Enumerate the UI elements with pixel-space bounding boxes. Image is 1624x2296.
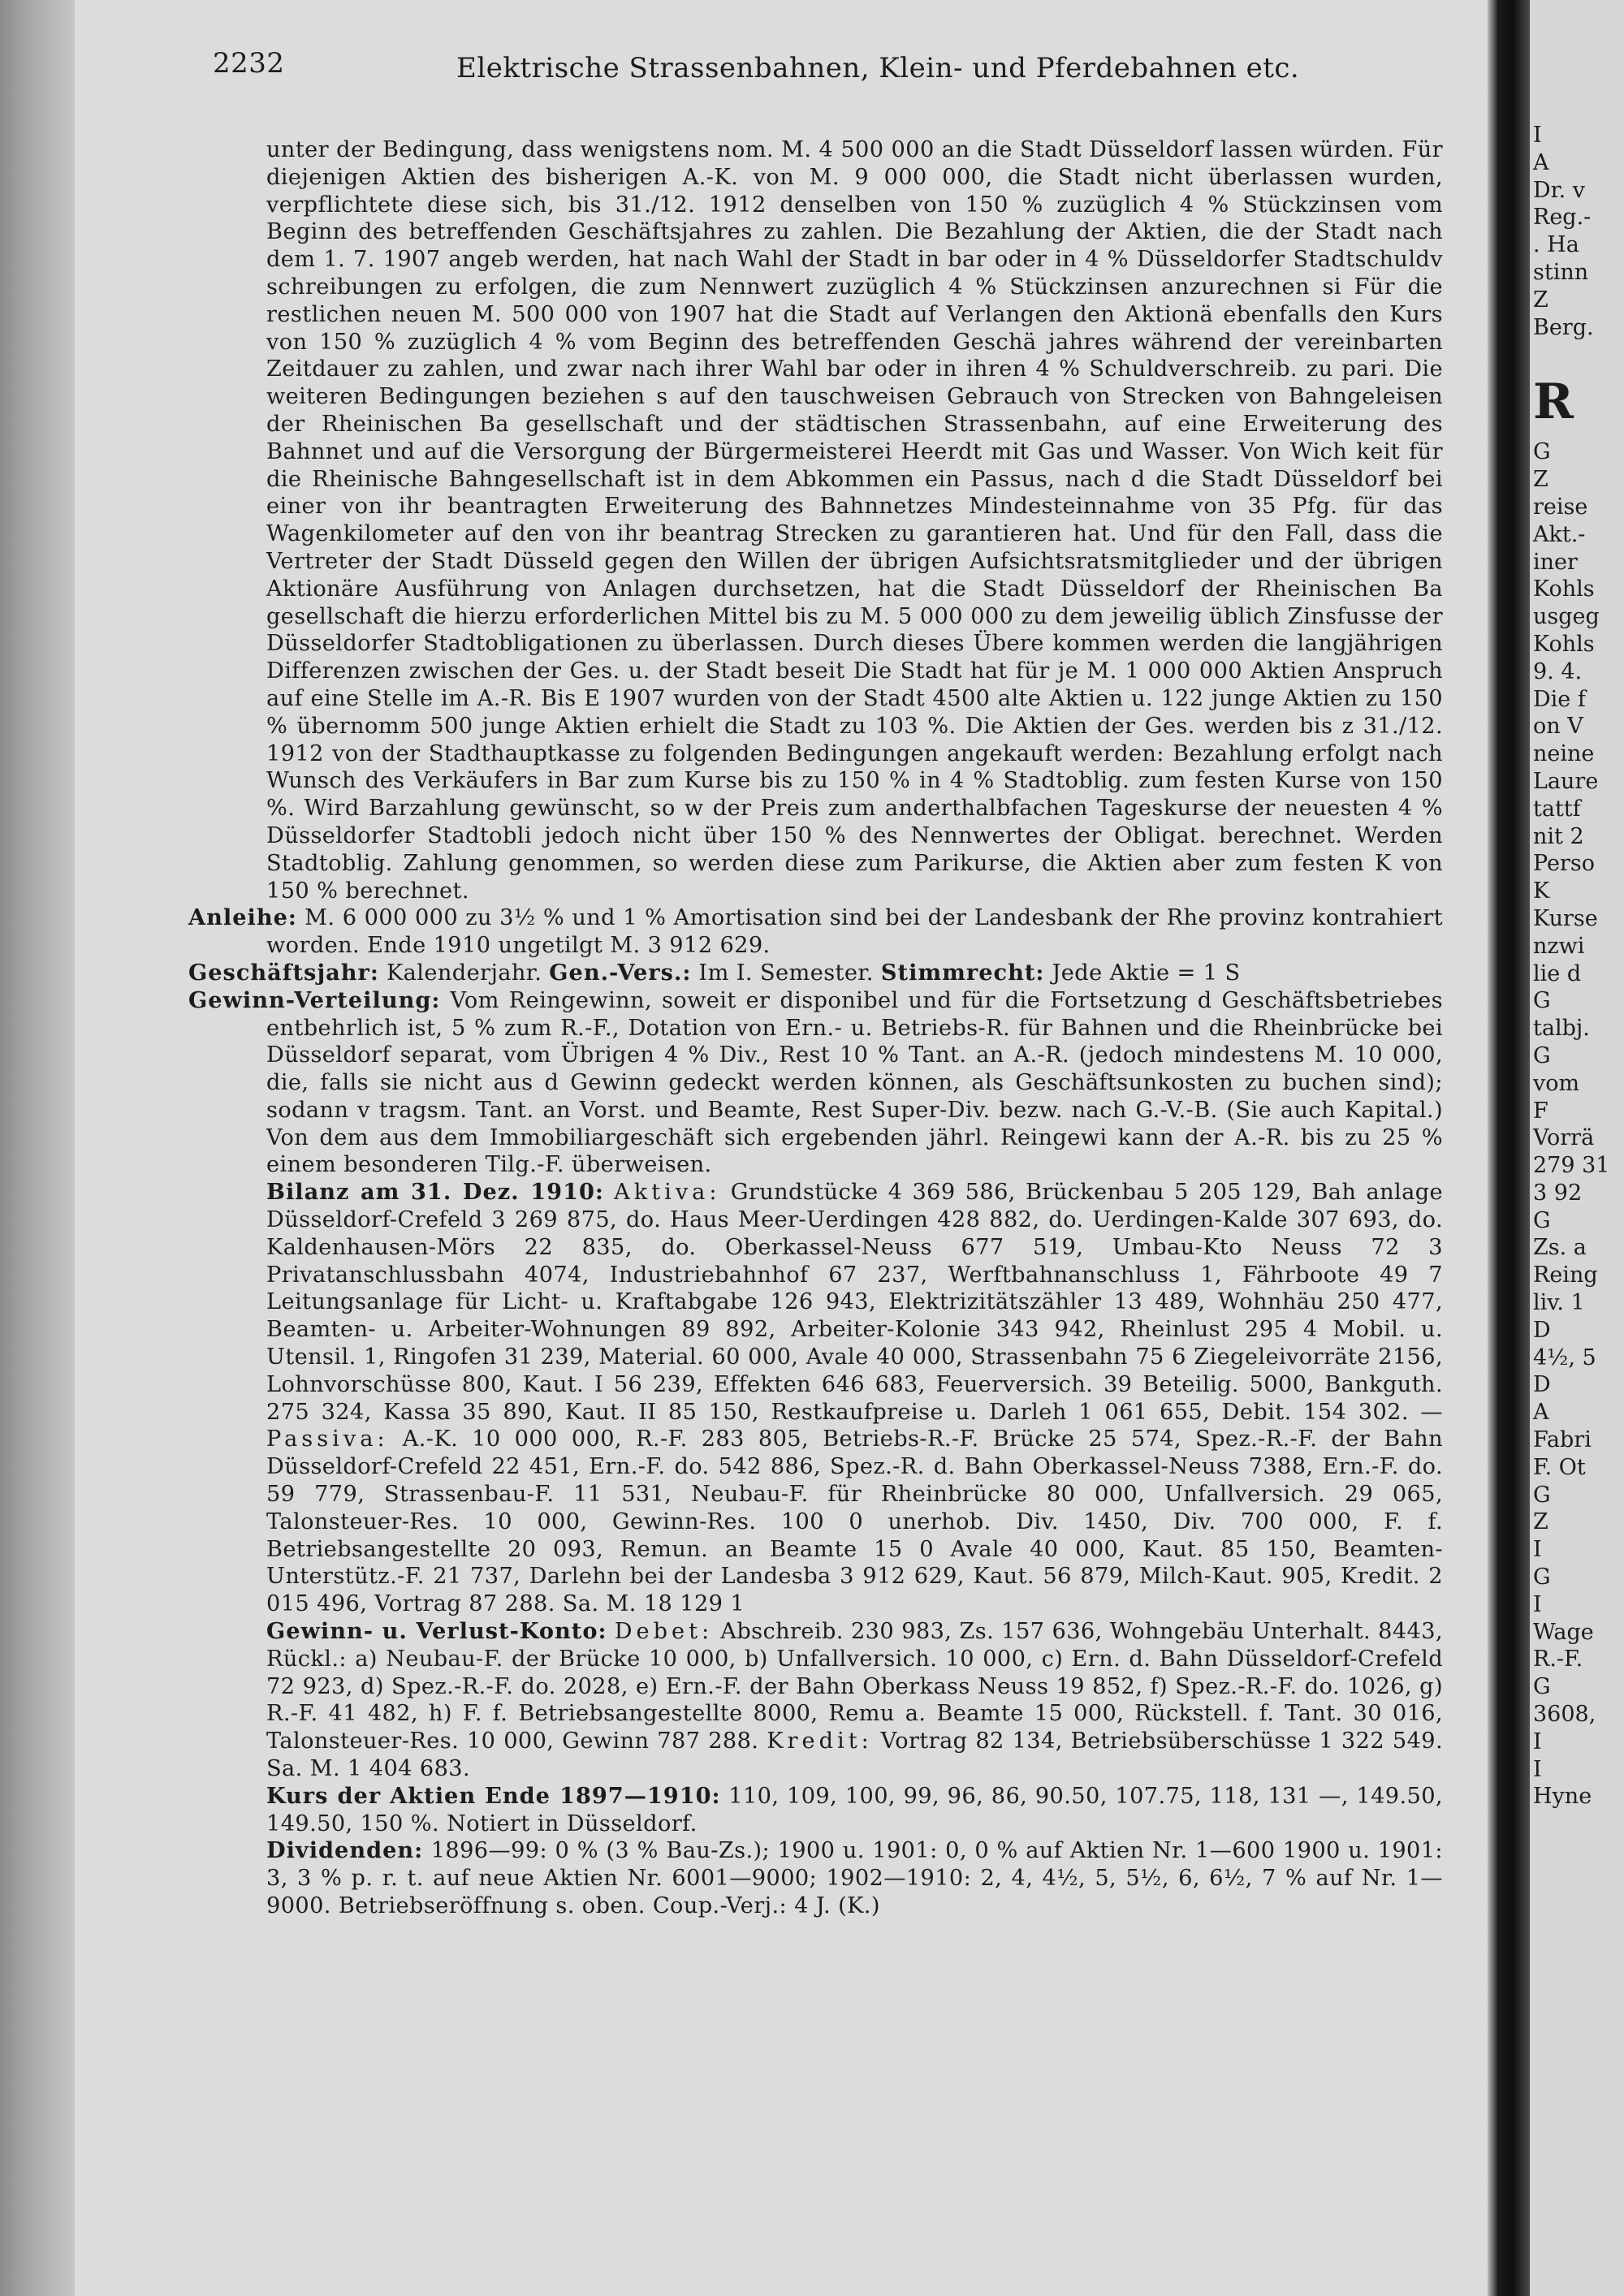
right-page-fragment: talbj. bbox=[1533, 1016, 1590, 1042]
right-page-fragment: Wage bbox=[1533, 1619, 1594, 1645]
right-page-fragment: Perso bbox=[1533, 851, 1595, 877]
right-page-fragment: nit 2 bbox=[1533, 823, 1584, 849]
right-page-fragment: D bbox=[1533, 1372, 1551, 1398]
right-page-fragment: G bbox=[1533, 1207, 1551, 1233]
paragraph-label-2: Gen.-Vers.: bbox=[549, 959, 692, 986]
right-page-fragment: vom bbox=[1533, 1070, 1580, 1096]
right-page-fragment: I bbox=[1533, 1537, 1542, 1563]
right-page-fragment: Laure bbox=[1533, 768, 1599, 794]
right-page-fragment: F. Ot bbox=[1533, 1454, 1586, 1480]
paragraph-label: Gewinn- u. Verlust-Konto: bbox=[266, 1618, 607, 1645]
paragraph-text-2: Im I. Semester. bbox=[691, 960, 881, 986]
right-page-fragment: usgeg bbox=[1533, 604, 1600, 630]
right-page-fragment: stinn bbox=[1533, 259, 1589, 285]
right-page-fragment: Kohls bbox=[1533, 576, 1595, 602]
right-page-fragment: neine bbox=[1533, 741, 1595, 767]
paragraph-text-2: Vortrag 82 134, Betriebsüberschüsse 1 322 549. Sa. M. 1 404 683. bbox=[266, 1728, 1444, 1782]
paragraph-dividenden bbox=[188, 1837, 1443, 1919]
right-page-fragment: I bbox=[1533, 1756, 1542, 1782]
page-header bbox=[213, 47, 1431, 96]
right-page-fragment: F bbox=[1533, 1098, 1548, 1124]
right-page-fragment: Berg. bbox=[1533, 314, 1594, 340]
right-page-fragment: G bbox=[1533, 1674, 1551, 1700]
right-page-fragment: G bbox=[1533, 1564, 1551, 1590]
paragraph-label: Geschäftsjahr: bbox=[188, 959, 379, 986]
right-page-fragment: Z bbox=[1533, 287, 1548, 313]
right-page-fragment: Kohls bbox=[1533, 631, 1595, 657]
right-page-fragment: 279 31 bbox=[1533, 1153, 1610, 1179]
right-page-fragment: . Ha bbox=[1533, 232, 1579, 258]
paragraph-kurs bbox=[188, 1783, 1443, 1838]
paragraph-label: Anleihe: bbox=[188, 904, 297, 931]
right-page-fragment: G bbox=[1533, 1042, 1551, 1068]
paragraph-text: M. 6 000 000 zu 3½ % und 1 % Amortisation sind bei der Landesbank der Rhe provinz kontrahiert worden. Ende 1910 ungetilgt M. 3 912 629. bbox=[266, 905, 1443, 959]
right-page-fragment: Hyne bbox=[1533, 1784, 1592, 1810]
right-page-fragment: 3 92 bbox=[1533, 1180, 1583, 1206]
right-page-fragment: G bbox=[1533, 988, 1551, 1014]
paragraph-geschaeftsjahr bbox=[188, 960, 1443, 987]
paragraph-intro bbox=[188, 136, 1443, 904]
paragraph-label-3: Stimmrecht: bbox=[880, 959, 1045, 986]
right-page-fragment: Zs. a bbox=[1533, 1235, 1587, 1261]
right-page-fragment: Akt.- bbox=[1533, 521, 1586, 547]
right-page-fragment: reise bbox=[1533, 494, 1588, 520]
right-page-fragment: 3608, bbox=[1533, 1702, 1596, 1728]
right-page-fragment: Vorrä bbox=[1533, 1125, 1595, 1151]
running-title: Elektrische Strassenbahnen, Klein- und Pferdebahnen etc. bbox=[456, 52, 1300, 84]
right-page-fragment: A bbox=[1533, 149, 1549, 175]
paragraph-gewinn-verteilung bbox=[188, 987, 1443, 1180]
right-page-fragment: lie d bbox=[1533, 960, 1582, 986]
paragraph-bilanz bbox=[188, 1179, 1443, 1618]
page-number: 2232 bbox=[213, 47, 285, 80]
right-page-fragment: K bbox=[1533, 878, 1550, 904]
right-page-fragment: G bbox=[1533, 439, 1551, 465]
paragraph-text: 1896—99: 0 % (3 % Bau-Zs.); 1900 u. 1901: 0, 0 % auf Aktien Nr. 1—600 1900 u. 1901: 3, 3 % p. r. t. auf neue Aktien Nr. 6001—9000; 1902—1910: 2, 4, 4½, 5, 5½, 6, 6½, 7 % auf Nr. 1—9000. Betriebseröffnung s. oben. Coup.-Verj.: 4 J. (K.) bbox=[266, 1838, 1443, 1918]
paragraph-text: Kalenderjahr. bbox=[378, 960, 550, 986]
right-page-fragment: Die f bbox=[1533, 686, 1586, 712]
paragraph-text: Vom Reingewinn, soweit er disponibel und für die Fortsetzung d Geschäftsbetriebes entbehrlich ist, 5 % zum R.-F., Dotation von Ern.- u. Betriebs-R. für Bahnen und die Rheinbrücke bei Düsseldorf separat, vom Übrigen 4 % Div., Rest 10 % Tant. an A.-R. (jedoch mindestens M. 10 000, die, falls sie nicht aus d Gewinn gedeckt werden können, als Geschäftsunkosten zu buchen sind); sodann v tragsm. Tant. an Vorst. und Beamte, Rest Super-Div. bezw. nach G.-V.-B. (Sie auch Kapital.) Von dem aus dem Immobiliargeschäft sich ergebenden jährl. Reingewi kann der A.-R. bis zu 25 % einem besonderen Tilg.-F. überweisen. bbox=[266, 987, 1443, 1178]
paragraph-label: Bilanz am 31. Dez. 1910: bbox=[266, 1179, 604, 1206]
paragraph-anleihe bbox=[188, 904, 1443, 960]
right-page-fragment: G bbox=[1533, 1482, 1551, 1508]
paragraph-text: Abschreib. 230 983, Zs. 157 636, Wohngebäu Unterhalt. 8443, Rückl.: a) Neubau-F. der Brücke 10 000, b) Unfallversich. 10 000, c) Ern. d. Bahn Düsseldorf-Crefeld 72 923, d) Spez.-R.-F. do. 2028, e) Ern.-F. der Bahn Oberkass Neuss 19 852, f) Spez.-R.-F. do. 1026, g) R.-F. 41 482, h) F. f. Betriebsangestellte 8000, Remu a. Beamte 15 000, Rückstell. f. Tant. 30 016, Talonsteuer-Res. 10 000, Gewinn 787 288. bbox=[266, 1619, 1443, 1754]
paragraph-label: Kurs der Aktien Ende 1897—1910: bbox=[266, 1782, 721, 1809]
book-spine bbox=[1488, 0, 1530, 2296]
paragraph-label: Gewinn-Verteilung: bbox=[188, 986, 441, 1013]
right-page-fragment: tattf bbox=[1533, 796, 1581, 822]
right-page-fragment: Reg.- bbox=[1533, 205, 1592, 231]
right-page-fragment: D bbox=[1533, 1317, 1551, 1343]
paragraph-label: Dividenden: bbox=[266, 1837, 424, 1864]
right-page-fragment: liv. 1 bbox=[1533, 1290, 1585, 1316]
right-page-fragment: 4½, 5 bbox=[1533, 1344, 1596, 1370]
right-page-fragment: R bbox=[1533, 373, 1574, 431]
right-page-fragment: I bbox=[1533, 1591, 1542, 1617]
right-page-fragment: I bbox=[1533, 1728, 1542, 1754]
right-page-fragment: Z bbox=[1533, 467, 1548, 493]
right-page-text bbox=[1533, 122, 1622, 1810]
paragraph-text: Grundstücke 4 369 586, Brückenbau 5 205 129, Bah anlage Düsseldorf-Crefeld 3 269 875, do. Haus Meer-Uerdingen 428 882, do. Uerdingen-Kalde 307 693, do. Kaldenhausen-Mörs 22 835, do. Oberkassel-Neuss 677 519, Umbau-Kto Neuss 72 3 Privatanschlussbahn 4074, Industriebahnhof 67 237, Werftbahnanschluss 1, Fährboote 49 7 Leitungsanlage für Licht- u. Kraftabgabe 126 943, Elektrizitätszähler 13 489, Wohnhäu 250 477, Beamten- u. Arbeiter-Wohnungen 89 892, Arbeiter-Kolonie 343 942, Rheinlust 295 4 Mobil. u. Utensil. 1, Ringofen 31 239, Material. 60 000, Avale 40 000, Strassenbahn 75 6 Ziegeleivorräte 2156, Lohnvorschüsse 800, Kaut. I 56 239, Effekten 646 683, Feuerversich. 39 Beteilig. 5000, Bankguth. 275 324, Kassa 35 890, Kaut. II 85 150, Restkaufpreise u. Darleh 1 061 655, Debit. 154 302. — bbox=[266, 1180, 1443, 1425]
aktiva-label: Aktiva: bbox=[614, 1180, 721, 1206]
right-page-fragment: A bbox=[1533, 1400, 1549, 1426]
left-gutter-shadow bbox=[0, 0, 75, 2296]
paragraph-text-2: A.-K. 10 000 000, R.-F. 283 805, Betriebs-R.-F. Brücke 25 574, Spez.-R.-F. der Bahn Düsseldorf-Crefeld 22 451, Ern.-F. do. 542 886, Spez.-R. d. Bahn Oberkassel-Neuss 7388, Ern.-F. do. 59 779, Strassenbau-F. 11 531, Neubau-F. für Rheinbrücke 80 000, Unfallversich. 29 065, Talonsteuer-Res. 10 000, Gewinn-Res. 100 0 unerhob. Div. 1450, Div. 700 000, F. f. Betriebsangestellte 20 093, Remun. an Beamte 15 0 Avale 40 000, Kaut. 85 150, Beamten-Unterstütz.-F. 21 737, Darlehn bei der Landesba 3 912 629, Kaut. 56 879, Milch-Kaut. 905, Kredit. 2 015 496, Vortrag 87 288. Sa. M. 18 129 1 bbox=[266, 1426, 1443, 1617]
right-page-fragment: iner bbox=[1533, 549, 1578, 575]
right-page-fragment: Dr. v bbox=[1533, 177, 1586, 203]
paragraph-text: unter der Bedingung, dass wenigstens nom. M. 4 500 000 an die Stadt Düsseldorf lassen würden. Für diejenigen Aktien des bisherigen A.-K. von M. 9 000 000, die Stadt nicht überlassen wurden, verpflichtete diese sich, bis 31./12. 1912 denselben von 150 % zuzüglich 4 % Stückzinsen vom Beginn des betreffenden Geschäftsjahres zu zahlen. Die Bezahlung der Aktien, die der Stadt nach dem 1. 7. 1907 angeb werden, hat nach Wahl der Stadt in bar oder in 4 % Düsseldorfer Stadtschuldv schreibungen zu erfolgen, die zum Nennwert zuzüglich 4 % Stückzinsen anzurechnen si Für die restlichen neuen M. 500 000 von 1907 hat die Stadt auf Verlangen den Aktionä ebenfalls den Kurs von 150 % zuzüglich 4 % vom Beginn des betreffenden Geschä jahres während der vereinbarten Zeitdauer zu zahlen, und zwar nach ihrer Wahl bar oder in ihren 4 % Schuldverschreib. zu pari. Die weiteren Bedingungen beziehen s auf den tauschweisen Gebrauch von Strecken von Bahngeleisen der Rheinischen Ba gesellschaft und der städtischen Strassenbahn, auf eine Erweiterung des Bahnnet und auf die Versorgung der Bürgermeisterei Heerdt mit Gas und Wasser. Von Wich keit für die Rheinische Bahngesellschaft ist in dem Abkommen ein Passus, nach d die Stadt Düsseldorf bei einer von ihr beantragten Erweiterung des Bahnnetzes Mindesteinnahme von 35 Pfg. für das Wagenkilometer auf den von ihr beantrag Strecken zu garantieren hat. Und für den Fall, dass die Vertreter der Stadt Düsseld gegen den Willen der übrigen Aufsichtsratsmitglieder und der übrigen Aktionäre Ausführung von Anlagen durchsetzen, hat die Stadt Düsseldorf der Rheinischen Ba gesellschaft die hierzu erforderlichen Mittel bis zu M. 5 000 000 zu dem jeweilig üblich Zinsfusse der Düsseldorfer Stadtobligationen zu überlassen. Durch dieses Übere kommen werden die langjährigen Differenzen zwischen der Ges. u. der Stadt beseit Die Stadt hat für je M. 1 000 000 Aktien Anspruch auf eine Stelle im A.-R. Bis E 1907 wurden von der Stadt 4500 alte Aktien u. 122 junge Aktien zu 150 % übernomm 500 junge Aktien erhielt die Stadt zu 103 %. Die Aktien der Ges. werden bis z 31./12. 1912 von der Stadthauptkasse zu folgenden Bedingungen angekauft werden: Bezahlung erfolgt nach Wunsch des Verkäufers in Bar zum Kurse bis zu 150 % in 4 % Stadtoblig. zum festen Kurse von 150 %. Wird Barzahlung gewünscht, so w der Preis zum anderthalbfachen Tageskurse der neuesten 4 % Düsseldorfer Stadtobli jedoch nicht über 150 % des Nennwertes der Obligat. berechnet. Werden Stadtoblig. Zahlung genommen, so werden diese zum Parikurse, die Aktien aber zum festen K von 150 % berechnet. bbox=[266, 137, 1443, 904]
main-text bbox=[188, 136, 1443, 1920]
paragraph-gewinn-verlust bbox=[188, 1618, 1443, 1783]
passiva-label: Passiva: bbox=[266, 1426, 389, 1452]
right-page-fragment: Z bbox=[1533, 1509, 1548, 1535]
kredit-label: Kredit: bbox=[767, 1728, 873, 1754]
debet-label: Debet: bbox=[614, 1619, 714, 1645]
right-page-fragment: Reing bbox=[1533, 1262, 1598, 1288]
right-page-fragment: on V bbox=[1533, 714, 1583, 740]
right-page-fragment: Fabri bbox=[1533, 1427, 1592, 1453]
right-page-fragment: I bbox=[1533, 123, 1542, 148]
right-page-fragment: Kurse bbox=[1533, 905, 1598, 931]
paragraph-text: 110, 109, 100, 99, 96, 86, 90.50, 107.75, 118, 131 —, 149.50, 149.50, 150 %. Notiert in Düsseldorf. bbox=[266, 1783, 1443, 1836]
right-page-fragment: nzwi bbox=[1533, 933, 1585, 959]
right-page-fragment: R.-F. bbox=[1533, 1646, 1583, 1672]
page-right-fragment bbox=[1530, 0, 1624, 2296]
right-page-fragment: 9. 4. bbox=[1533, 658, 1583, 684]
paragraph-text-3: Jede Aktie = 1 S bbox=[1044, 960, 1241, 986]
